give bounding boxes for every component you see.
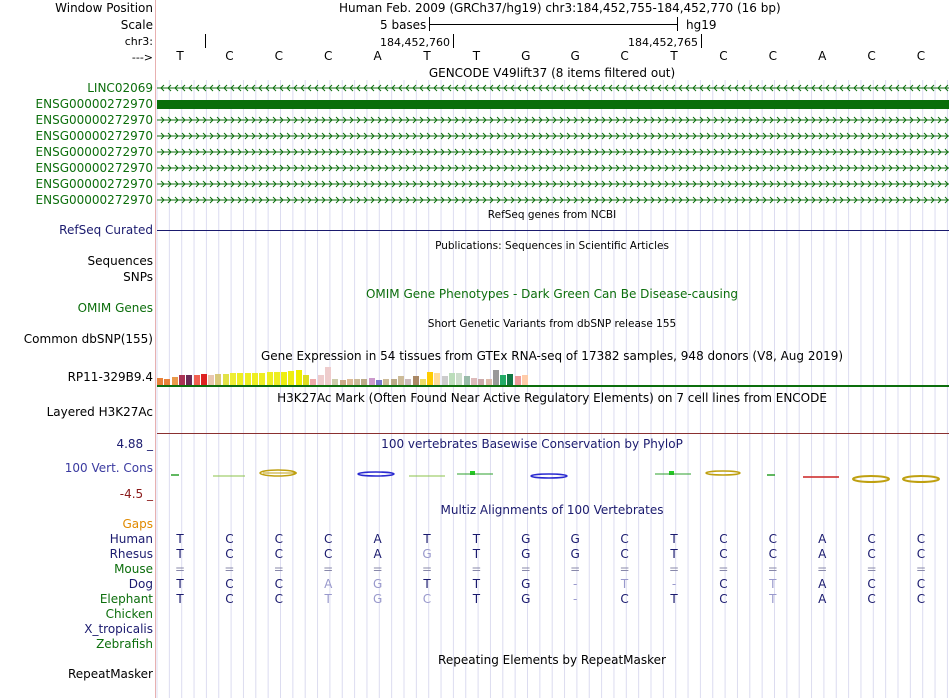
refseq-gene-line[interactable] [157, 230, 949, 231]
alignment-base: T [324, 592, 332, 606]
gencode-gene-track[interactable] [157, 161, 949, 175]
gtex-tissue-bar[interactable] [427, 372, 433, 385]
species-label[interactable]: Dog [128, 577, 153, 591]
gtex-tissue-bar[interactable] [223, 374, 229, 385]
alignment-base: T [176, 592, 184, 606]
gtex-title: Gene Expression in 54 tissues from GTEx RNA-seq of 17382 samples, 948 donors (V8, Aug 2019) [260, 349, 844, 363]
gencode-gene-track[interactable] [157, 193, 949, 207]
omim-label[interactable]: OMIM Genes [77, 301, 153, 315]
gencode-item-label[interactable]: ENSG00000272970 [35, 113, 153, 127]
alignment-base: T [176, 577, 184, 591]
alignment-base: T [472, 577, 481, 591]
gtex-tissue-bar[interactable] [288, 371, 294, 385]
gtex-tissue-bar[interactable] [471, 378, 477, 385]
ruler-position-right: 184,452,765 [628, 36, 698, 49]
alignment-base: C [225, 592, 234, 606]
phylop-max-label: 4.88 _ [116, 437, 153, 451]
refseq-title: RefSeq genes from NCBI [487, 209, 617, 221]
alignment-base: C [719, 592, 728, 606]
species-label[interactable]: Human [109, 532, 153, 546]
alignment-base: = [668, 562, 680, 576]
gtex-tissue-bar[interactable] [325, 367, 331, 385]
base-letter: A [818, 49, 827, 63]
scale-bar-tick-left [429, 17, 430, 31]
base-letter: T [472, 49, 481, 63]
alignment-base: C [225, 577, 234, 591]
scale-label: Scale [120, 18, 153, 32]
gencode-item-label[interactable]: ENSG00000272970 [35, 97, 153, 111]
base-letter: C [620, 49, 629, 63]
scale-bar [430, 24, 678, 25]
strand-label: ---> [131, 51, 153, 64]
alignment-base: T [769, 592, 777, 606]
gencode-gene-track[interactable] [157, 81, 949, 95]
alignment-base: C [916, 577, 926, 591]
alignment-base: T [769, 577, 777, 591]
phylop-glyphs [157, 460, 949, 490]
base-letter: C [916, 49, 926, 63]
alignment-base: = [866, 562, 877, 576]
gencode-item-label[interactable]: ENSG00000272970 [35, 193, 153, 207]
alignment-base: = [224, 562, 235, 576]
gtex-tissue-bar[interactable] [493, 370, 499, 385]
alignment-base: C [719, 532, 728, 546]
species-label[interactable]: Mouse [114, 562, 153, 576]
base-letter: T [670, 49, 678, 63]
gtex-tissue-bar[interactable] [186, 375, 192, 385]
alignment-base: = [471, 562, 482, 576]
multiz-title: Multiz Alignments of 100 Vertebrates [440, 503, 664, 517]
alignment-base: A [373, 547, 382, 561]
base-letter: C [274, 49, 283, 63]
alignment-base: C [323, 532, 333, 546]
gtex-tissue-bar[interactable] [172, 377, 178, 385]
alignment-base: T [176, 532, 184, 546]
pubs-title: Publications: Sequences in Scientific Articles [435, 240, 669, 252]
gtex-tissue-bar[interactable] [318, 375, 324, 385]
dbsnp-title: Short Genetic Variants from dbSNP release 155 [427, 318, 677, 330]
gtex-tissue-bar[interactable] [515, 376, 521, 385]
gtex-tissue-bar[interactable] [303, 375, 309, 385]
gencode-item-label[interactable]: ENSG00000272970 [35, 145, 153, 159]
gtex-tissue-bar[interactable] [296, 370, 302, 385]
alignment-base: T [423, 577, 431, 591]
alignment-base: C [768, 532, 777, 546]
alignment-base: G [372, 577, 383, 591]
gtex-tissue-bar[interactable] [179, 375, 185, 385]
alignment-base: C [867, 577, 876, 591]
alignment-base: = [817, 562, 828, 576]
ruler-position-left: 184,452,760 [380, 36, 450, 49]
gtex-baseline [157, 385, 949, 387]
alignment-base: T [423, 532, 431, 546]
gencode-title: GENCODE V49lift37 (8 items filtered out) [428, 66, 676, 80]
species-label[interactable]: X_tropicalis [84, 622, 153, 636]
gtex-tissue-bar[interactable] [230, 373, 236, 385]
refseq-label[interactable]: RefSeq Curated [59, 223, 153, 237]
alignment-base: G [521, 532, 531, 546]
gencode-item-label[interactable]: LINC02069 [87, 81, 153, 95]
gtex-tissue-bar[interactable] [398, 376, 404, 385]
base-letter: G [521, 49, 531, 63]
alignment-base: = [273, 562, 284, 576]
alignment-base: C [620, 547, 629, 561]
alignment-base: A [324, 577, 333, 591]
scale-db-text: hg19 [686, 18, 717, 32]
alignment-base: C [274, 592, 283, 606]
pubs-sequences-label[interactable]: Sequences [87, 254, 153, 268]
gtex-tissue-bar[interactable] [237, 373, 243, 385]
omim-title: OMIM Gene Phenotypes - Dark Green Can Be Disease-causing [365, 287, 739, 301]
gtex-tissue-bar[interactable] [267, 372, 273, 385]
chrom-label: chr3: [124, 35, 153, 48]
base-letter: T [423, 49, 431, 63]
gencode-gene-track[interactable] [157, 177, 949, 191]
h3k27ac-baseline [157, 433, 949, 434]
alignment-base: G [422, 547, 432, 561]
track-divider [155, 0, 156, 698]
scale-bases-text: 5 bases [380, 18, 427, 32]
alignment-base: C [225, 532, 234, 546]
alignment-base: C [274, 547, 283, 561]
alignment-base: A [373, 532, 382, 546]
gtex-tissue-bar[interactable] [201, 374, 207, 385]
ruler-tick [701, 34, 702, 48]
base-letter: C [768, 49, 777, 63]
alignment-base: = [767, 562, 778, 576]
alignment-base: = [915, 562, 927, 576]
gtex-tissue-bar[interactable] [456, 373, 462, 385]
alignment-base: - [671, 577, 677, 591]
alignment-base: G [372, 592, 383, 606]
alignment-base: A [818, 547, 827, 561]
alignment-base: G [570, 532, 580, 546]
phylop-min-label: -4.5 _ [119, 487, 153, 501]
alignment-base: A [818, 577, 827, 591]
alignment-base: T [620, 577, 629, 591]
gtex-tissue-bar[interactable] [281, 372, 287, 385]
alignment-base: C [274, 532, 283, 546]
alignment-base: C [719, 547, 728, 561]
alignment-base: G [521, 592, 531, 606]
phylop-label[interactable]: 100 Vert. Cons [64, 461, 153, 475]
gtex-tissue-bar[interactable] [157, 378, 163, 385]
gtex-tissue-bar[interactable] [442, 376, 448, 385]
alignment-base: C [620, 592, 629, 606]
gencode-gene-track[interactable] [157, 129, 949, 143]
alignment-base: T [472, 532, 481, 546]
gtex-tissue-bar[interactable] [215, 374, 221, 385]
rmsk-label[interactable]: RepeatMasker [67, 667, 153, 681]
alignment-base: G [521, 577, 531, 591]
species-label[interactable]: Chicken [105, 607, 153, 621]
gencode-item-label[interactable]: ENSG00000272970 [35, 129, 153, 143]
ruler-tick [205, 34, 206, 48]
alignment-base: C [323, 547, 333, 561]
gencode-item-label[interactable]: ENSG00000272970 [35, 161, 153, 175]
base-letter: C [719, 49, 728, 63]
species-label[interactable]: Rhesus [109, 547, 153, 561]
alignment-base: = [174, 562, 186, 576]
gencode-gene-track[interactable] [157, 97, 949, 111]
base-letter: C [867, 49, 876, 63]
alignment-base: = [520, 562, 531, 576]
alignment-base: C [225, 547, 234, 561]
rmsk-title: Repeating Elements by RepeatMasker [438, 653, 666, 667]
gtex-gene-label[interactable]: RP11-329B9.4 [67, 370, 153, 384]
h3k27ac-label[interactable]: Layered H3K27Ac [46, 405, 153, 419]
pubs-snps-label[interactable]: SNPs [123, 270, 153, 284]
alignment-base: - [573, 577, 578, 591]
gtex-tissue-bar[interactable] [449, 373, 455, 385]
assembly-position-text: Human Feb. 2009 (GRCh37/hg19) chr3:184,452,755-184,452,770 (16 bp) [339, 1, 781, 15]
alignment-base: G [570, 547, 580, 561]
alignment-base: T [176, 547, 184, 561]
h3k27ac-title: H3K27Ac Mark (Often Found Near Active Regulatory Elements) on 7 cell lines from ENCODE [277, 391, 827, 405]
scale-bar-tick-right [677, 17, 678, 31]
alignment-base: = [718, 562, 729, 576]
alignment-base: T [670, 532, 678, 546]
gtex-tissue-bar[interactable] [464, 376, 470, 385]
gtex-tissue-bar[interactable] [522, 375, 528, 385]
alignment-base: T [472, 592, 481, 606]
phylop-title: 100 vertebrates Basewise Conservation by PhyloP [381, 437, 683, 451]
alignment-base: C [916, 532, 926, 546]
gencode-item-label[interactable]: ENSG00000272970 [35, 177, 153, 191]
alignment-base: = [372, 562, 383, 576]
gaps-label[interactable]: Gaps [122, 517, 153, 531]
alignment-base: C [620, 532, 629, 546]
gtex-tissue-bar[interactable] [413, 376, 419, 385]
base-letter: T [176, 49, 184, 63]
gtex-tissue-bar[interactable] [500, 375, 506, 385]
gtex-tissue-bar[interactable] [507, 374, 513, 385]
alignment-base: = [323, 562, 334, 576]
gtex-tissue-bar[interactable] [274, 372, 280, 385]
gencode-gene-track[interactable] [157, 145, 949, 159]
alignment-base: C [867, 547, 876, 561]
alignment-base: T [472, 547, 481, 561]
alignment-base: C [719, 577, 728, 591]
base-letter: C [225, 49, 234, 63]
species-label[interactable]: Zebrafish [96, 637, 153, 651]
gencode-gene-track[interactable] [157, 113, 949, 127]
alignment-base: = [421, 562, 433, 576]
alignment-base: = [619, 562, 630, 576]
alignment-base: T [670, 592, 678, 606]
alignment-base: = [570, 562, 581, 576]
species-label[interactable]: Elephant [99, 592, 153, 606]
alignment-base: C [916, 592, 926, 606]
gtex-tissue-bar[interactable] [259, 373, 265, 385]
gtex-tissue-bar[interactable] [245, 373, 251, 385]
alignment-base: C [867, 532, 876, 546]
alignment-base: A [818, 532, 827, 546]
window-position-label: Window Position [55, 1, 153, 15]
gtex-tissue-bar[interactable] [252, 373, 258, 385]
alignment-base: - [573, 592, 578, 606]
dbsnp-label[interactable]: Common dbSNP(155) [23, 332, 153, 346]
ruler-tick [453, 34, 454, 48]
alignment-base: C [867, 592, 876, 606]
alignment-base: C [768, 547, 777, 561]
base-letter: A [373, 49, 382, 63]
gtex-tissue-bar[interactable] [369, 378, 375, 385]
alignment-base: A [818, 592, 827, 606]
alignment-base: C [274, 577, 283, 591]
alignment-base: T [670, 547, 678, 561]
base-letter: G [570, 49, 580, 63]
gtex-tissue-bar[interactable] [434, 373, 440, 385]
gtex-tissue-bar[interactable] [194, 375, 200, 385]
base-letter: C [323, 49, 333, 63]
alignment-base: C [422, 592, 432, 606]
alignment-base: C [916, 547, 926, 561]
gtex-tissue-bar[interactable] [208, 375, 214, 385]
alignment-base: G [521, 547, 531, 561]
